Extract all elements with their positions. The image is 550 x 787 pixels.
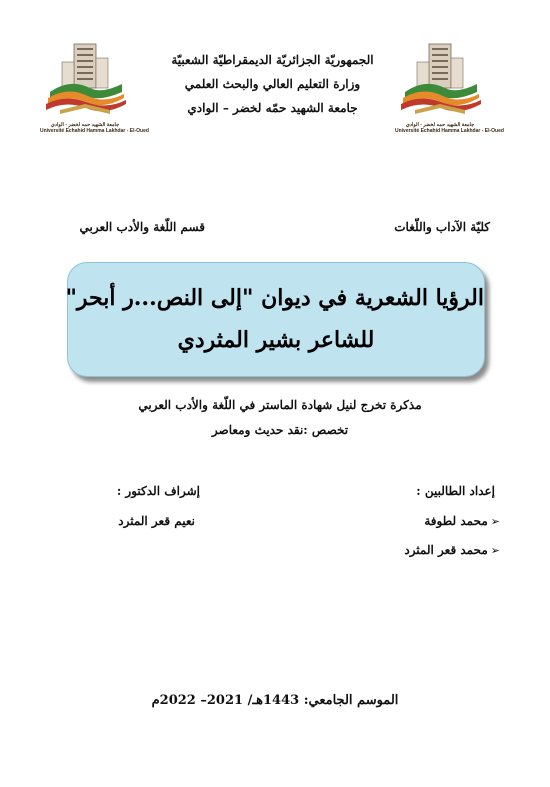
thesis-title-line1: الرؤيا الشعرية في ديوان "إلى النص...ر أبحر" xyxy=(65,285,484,311)
checkmark-arrow-icon: ➢ xyxy=(490,544,500,557)
checkmark-arrow-icon: ➢ xyxy=(490,515,500,528)
ministry-line: وزارة التعليم العالي والبحث العلمي xyxy=(184,77,361,91)
university-logo-icon xyxy=(40,40,130,122)
memo-description xyxy=(100,393,460,443)
student-name xyxy=(340,514,500,528)
student-name xyxy=(340,543,500,557)
institution-header xyxy=(145,48,400,120)
logo-caption-arabic: جامعة الشهيد حمه لخضر - الوادي xyxy=(405,122,475,128)
logo-caption-arabic: جامعة الشهيد حمه لخضر - الوادي xyxy=(50,122,120,128)
department-name: قسم اللّغة والأدب العربي xyxy=(79,220,205,234)
memo-degree-line: مذكرة تخرج لنيل شهادة الماستر في اللّغة والأدب العربي xyxy=(138,398,422,412)
thesis-title-line2: للشاعر بشير المثردي xyxy=(177,327,375,353)
academic-year: الموسم الجامعي: 1443هـ/ 2021– 2022م xyxy=(151,693,399,708)
university-logo-icon xyxy=(395,40,485,122)
university-logo-left xyxy=(40,40,149,135)
students-label: إعداد الطالبين : xyxy=(416,484,495,498)
student-name-text: محمد لطوفة xyxy=(424,514,488,528)
supervisor-name: نعيم قعر المثرد xyxy=(118,514,195,528)
republic-line: الجمهوريّة الجزائريّة الديمقراطيّة الشعبيّة xyxy=(171,53,374,67)
logo-caption-french: Université Echahid Hamma Lakhdar - El-Oued xyxy=(395,128,504,134)
memo-specialty-line: تخصص :نقد حديث ومعاصر xyxy=(211,423,349,437)
faculty-name: كليّة الآداب واللّغات xyxy=(394,220,490,234)
student-name-text: محمد قعر المثرد xyxy=(404,543,488,557)
supervisor-label: إشراف الدكتور : xyxy=(116,484,200,498)
thesis-title-box xyxy=(67,262,485,377)
logo-caption-french: Université Echahid Hamma Lakhdar - El-Oued xyxy=(40,128,149,134)
university-line: جامعة الشهيد حمّه لخضر – الوادي xyxy=(187,101,358,115)
university-logo-right xyxy=(395,40,504,135)
